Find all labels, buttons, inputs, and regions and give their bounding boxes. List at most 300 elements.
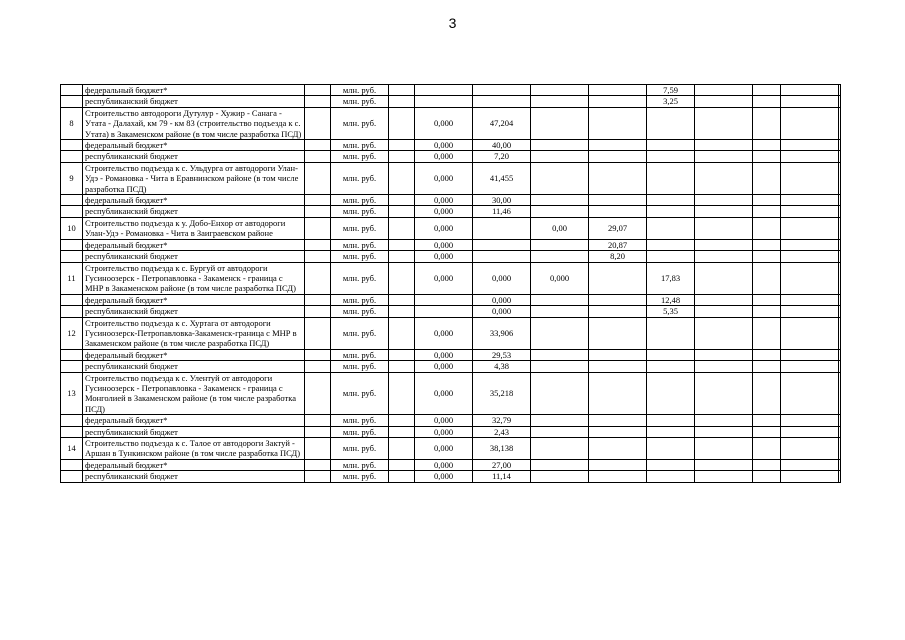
value-cell: 0,000 <box>415 317 473 349</box>
value-cell <box>781 471 839 482</box>
row-unit: млн. руб. <box>331 415 389 426</box>
value-cell: 0,000 <box>415 349 473 360</box>
value-cell <box>753 85 781 96</box>
value-cell <box>781 96 839 107</box>
value-cell <box>781 317 839 349</box>
value-cell <box>781 372 839 415</box>
value-cell <box>753 107 781 139</box>
value-cell <box>647 217 695 239</box>
value-cell <box>389 239 415 250</box>
value-cell <box>753 162 781 194</box>
value-cell <box>695 361 753 372</box>
value-cell <box>781 251 839 262</box>
row-unit: млн. руб. <box>331 426 389 437</box>
row-name: Строительство подъезда к с. Талое от автодороги Зактуй - Аршан в Тункинском районе (в том числе разработка ПСД) <box>83 438 305 460</box>
value-cell <box>531 349 589 360</box>
value-cell <box>531 206 589 217</box>
blank-cell <box>305 251 331 262</box>
value-cell <box>753 239 781 250</box>
row-name: федеральный бюджет* <box>83 140 305 151</box>
row-number: 13 <box>61 372 83 415</box>
value-cell: 32,79 <box>473 415 531 426</box>
value-cell <box>531 459 589 470</box>
value-cell <box>647 140 695 151</box>
value-cell <box>695 426 753 437</box>
value-cell <box>695 151 753 162</box>
table-row-sub <box>61 239 841 250</box>
value-cell <box>589 162 647 194</box>
value-cell: 38,138 <box>473 438 531 460</box>
row-unit: млн. руб. <box>331 294 389 305</box>
value-cell <box>753 426 781 437</box>
row-unit: млн. руб. <box>331 151 389 162</box>
value-cell <box>473 217 531 239</box>
table-row-sub <box>61 85 841 96</box>
row-unit: млн. руб. <box>331 471 389 482</box>
row-name: Строительство автодороги Дутулур - Хужир - Санага - Утата - Далахай, км 79 - км 83 (строительство подъезда к с. Утата) в Закаменском районе (в том числе разработка ПСД) <box>83 107 305 139</box>
value-cell <box>753 471 781 482</box>
table-row-sub <box>61 151 841 162</box>
value-cell: 17,83 <box>647 262 695 294</box>
value-cell <box>695 140 753 151</box>
value-cell: 0,000 <box>415 239 473 250</box>
row-number <box>61 85 83 96</box>
value-cell <box>473 251 531 262</box>
value-cell: 33,906 <box>473 317 531 349</box>
value-cell <box>753 294 781 305</box>
value-cell <box>781 107 839 139</box>
value-cell <box>781 239 839 250</box>
blank-cell <box>305 195 331 206</box>
value-cell <box>781 162 839 194</box>
value-cell <box>839 349 841 360</box>
value-cell <box>531 107 589 139</box>
value-cell <box>695 107 753 139</box>
value-cell <box>647 471 695 482</box>
value-cell <box>389 438 415 460</box>
value-cell <box>781 306 839 317</box>
value-cell <box>531 306 589 317</box>
value-cell <box>695 294 753 305</box>
row-name: республиканский бюджет <box>83 306 305 317</box>
value-cell <box>695 262 753 294</box>
row-name: республиканский бюджет <box>83 361 305 372</box>
value-cell: 0,000 <box>415 471 473 482</box>
value-cell <box>531 239 589 250</box>
value-cell <box>589 361 647 372</box>
value-cell <box>473 85 531 96</box>
blank-cell <box>305 415 331 426</box>
value-cell <box>753 140 781 151</box>
value-cell <box>781 262 839 294</box>
value-cell <box>839 306 841 317</box>
value-cell <box>647 415 695 426</box>
value-cell <box>389 140 415 151</box>
value-cell <box>695 162 753 194</box>
blank-cell <box>305 294 331 305</box>
value-cell <box>839 107 841 139</box>
value-cell: 7,20 <box>473 151 531 162</box>
table-row-item <box>61 262 841 294</box>
blank-cell <box>305 426 331 437</box>
value-cell <box>839 96 841 107</box>
value-cell: 8,20 <box>589 251 647 262</box>
value-cell <box>589 294 647 305</box>
row-unit: млн. руб. <box>331 372 389 415</box>
value-cell: 0,000 <box>415 438 473 460</box>
value-cell <box>531 96 589 107</box>
value-cell <box>647 195 695 206</box>
value-cell <box>531 162 589 194</box>
value-cell <box>647 162 695 194</box>
value-cell <box>647 372 695 415</box>
value-cell <box>589 306 647 317</box>
value-cell: 27,00 <box>473 459 531 470</box>
value-cell <box>839 426 841 437</box>
value-cell <box>695 317 753 349</box>
blank-cell <box>305 162 331 194</box>
row-unit: млн. руб. <box>331 251 389 262</box>
page-number: 3 <box>448 15 457 31</box>
value-cell: 20,87 <box>589 239 647 250</box>
value-cell <box>389 107 415 139</box>
value-cell: 41,455 <box>473 162 531 194</box>
row-name: республиканский бюджет <box>83 426 305 437</box>
value-cell <box>781 415 839 426</box>
value-cell <box>589 262 647 294</box>
value-cell: 0,000 <box>415 372 473 415</box>
value-cell <box>753 206 781 217</box>
row-number <box>61 459 83 470</box>
value-cell <box>531 85 589 96</box>
value-cell: 3,25 <box>647 96 695 107</box>
value-cell <box>389 294 415 305</box>
value-cell <box>389 361 415 372</box>
value-cell <box>389 426 415 437</box>
value-cell <box>839 85 841 96</box>
value-cell: 35,218 <box>473 372 531 415</box>
row-name: федеральный бюджет* <box>83 239 305 250</box>
value-cell <box>753 372 781 415</box>
value-cell <box>589 471 647 482</box>
value-cell <box>695 415 753 426</box>
value-cell <box>753 262 781 294</box>
value-cell <box>389 206 415 217</box>
row-name: Строительство подъезда к с. Улентуй от автодороги Гусиноозерск - Петропавловка - Закаменск - граница с Монголией в Закаменском районе (в том числе разработка ПСД) <box>83 372 305 415</box>
value-cell <box>589 195 647 206</box>
value-cell <box>753 317 781 349</box>
table-row-item <box>61 107 841 139</box>
value-cell <box>589 151 647 162</box>
value-cell <box>389 415 415 426</box>
value-cell <box>531 426 589 437</box>
blank-cell <box>305 306 331 317</box>
value-cell <box>647 317 695 349</box>
table-body <box>61 85 841 483</box>
value-cell <box>589 206 647 217</box>
value-cell <box>781 294 839 305</box>
value-cell <box>753 151 781 162</box>
value-cell <box>839 206 841 217</box>
row-unit: млн. руб. <box>331 317 389 349</box>
row-unit: млн. руб. <box>331 140 389 151</box>
row-name: федеральный бюджет* <box>83 459 305 470</box>
value-cell <box>531 140 589 151</box>
value-cell: 0,000 <box>415 251 473 262</box>
value-cell <box>647 251 695 262</box>
value-cell <box>839 415 841 426</box>
blank-cell <box>305 206 331 217</box>
value-cell <box>695 239 753 250</box>
blank-cell <box>305 217 331 239</box>
blank-cell <box>305 438 331 460</box>
value-cell: 0,00 <box>531 217 589 239</box>
value-cell <box>589 438 647 460</box>
value-cell <box>389 195 415 206</box>
value-cell <box>389 96 415 107</box>
value-cell <box>753 349 781 360</box>
blank-cell <box>305 361 331 372</box>
value-cell <box>389 471 415 482</box>
row-number <box>61 96 83 107</box>
value-cell: 12,48 <box>647 294 695 305</box>
value-cell <box>695 96 753 107</box>
row-number: 12 <box>61 317 83 349</box>
value-cell: 0,000 <box>415 415 473 426</box>
row-name: Строительство подъезда к с. Бургуй от автодороги Гусиноозерск - Петропавловка - Закаменск - граница с МНР в Закаменском районе (в том числе разработка ПСД) <box>83 262 305 294</box>
row-name: Строительство подъезда к с. Ульдурга от автодороги Улан-Удэ - Романовка - Чита в Еравнинском районе (в том числе разработка ПСД) <box>83 162 305 194</box>
row-name: федеральный бюджет* <box>83 195 305 206</box>
blank-cell <box>305 85 331 96</box>
row-unit: млн. руб. <box>331 206 389 217</box>
row-number <box>61 306 83 317</box>
blank-cell <box>305 471 331 482</box>
value-cell <box>839 239 841 250</box>
value-cell <box>695 471 753 482</box>
table-row-sub <box>61 251 841 262</box>
value-cell <box>589 349 647 360</box>
table-row-sub <box>61 96 841 107</box>
value-cell <box>531 251 589 262</box>
value-cell: 0,000 <box>473 262 531 294</box>
row-unit: млн. руб. <box>331 239 389 250</box>
blank-cell <box>305 96 331 107</box>
blank-cell <box>305 262 331 294</box>
value-cell <box>647 438 695 460</box>
row-unit: млн. руб. <box>331 107 389 139</box>
table-row-sub <box>61 206 841 217</box>
table-row-sub <box>61 349 841 360</box>
value-cell <box>647 426 695 437</box>
value-cell <box>753 251 781 262</box>
table-row-sub <box>61 471 841 482</box>
row-number: 9 <box>61 162 83 194</box>
value-cell: 11,14 <box>473 471 531 482</box>
value-cell <box>589 372 647 415</box>
row-number <box>61 361 83 372</box>
value-cell: 29,53 <box>473 349 531 360</box>
value-cell <box>781 140 839 151</box>
value-cell <box>695 206 753 217</box>
value-cell <box>753 361 781 372</box>
value-cell <box>589 140 647 151</box>
value-cell <box>781 426 839 437</box>
value-cell: 0,000 <box>415 151 473 162</box>
value-cell <box>753 96 781 107</box>
value-cell <box>753 306 781 317</box>
value-cell <box>781 459 839 470</box>
row-number: 10 <box>61 217 83 239</box>
table-row-item <box>61 317 841 349</box>
value-cell: 4,38 <box>473 361 531 372</box>
value-cell <box>695 349 753 360</box>
row-name: Строительство подъезда к с. Хуртага от автодороги Гусиноозерск-Петропавловка-Закаменск-граница с МНР в Закаменском районе (в том числе разработка ПСД) <box>83 317 305 349</box>
value-cell <box>589 96 647 107</box>
value-cell: 40,00 <box>473 140 531 151</box>
value-cell <box>781 217 839 239</box>
table-row-item <box>61 217 841 239</box>
row-name: республиканский бюджет <box>83 251 305 262</box>
value-cell <box>695 438 753 460</box>
value-cell <box>781 195 839 206</box>
value-cell <box>389 151 415 162</box>
value-cell <box>647 459 695 470</box>
blank-cell <box>305 140 331 151</box>
value-cell <box>781 349 839 360</box>
table-row-item <box>61 438 841 460</box>
value-cell <box>531 372 589 415</box>
row-name: республиканский бюджет <box>83 96 305 107</box>
value-cell <box>531 317 589 349</box>
value-cell <box>589 317 647 349</box>
value-cell: 5,35 <box>647 306 695 317</box>
table-row-sub <box>61 415 841 426</box>
value-cell <box>839 471 841 482</box>
value-cell <box>781 85 839 96</box>
row-unit: млн. руб. <box>331 96 389 107</box>
table-row-sub <box>61 306 841 317</box>
value-cell <box>839 294 841 305</box>
value-cell <box>589 107 647 139</box>
value-cell: 0,000 <box>415 107 473 139</box>
row-number <box>61 251 83 262</box>
row-unit: млн. руб. <box>331 217 389 239</box>
value-cell: 0,000 <box>473 306 531 317</box>
value-cell <box>589 415 647 426</box>
value-cell <box>695 459 753 470</box>
value-cell: 0,000 <box>415 217 473 239</box>
value-cell <box>695 251 753 262</box>
value-cell <box>389 306 415 317</box>
value-cell <box>589 426 647 437</box>
row-name: федеральный бюджет* <box>83 349 305 360</box>
value-cell <box>839 217 841 239</box>
value-cell: 11,46 <box>473 206 531 217</box>
value-cell <box>781 206 839 217</box>
value-cell <box>839 251 841 262</box>
row-unit: млн. руб. <box>331 85 389 96</box>
table-row-sub <box>61 361 841 372</box>
row-number <box>61 151 83 162</box>
value-cell <box>695 85 753 96</box>
value-cell: 0,000 <box>415 195 473 206</box>
table-row-sub <box>61 294 841 305</box>
value-cell <box>389 162 415 194</box>
value-cell <box>415 306 473 317</box>
row-number <box>61 294 83 305</box>
value-cell <box>389 262 415 294</box>
value-cell <box>389 317 415 349</box>
value-cell: 0,000 <box>415 426 473 437</box>
row-number <box>61 140 83 151</box>
blank-cell <box>305 151 331 162</box>
value-cell <box>839 317 841 349</box>
value-cell <box>839 151 841 162</box>
value-cell <box>389 349 415 360</box>
row-name: федеральный бюджет* <box>83 294 305 305</box>
table-row-sub <box>61 140 841 151</box>
table-row-sub <box>61 426 841 437</box>
budget-table <box>60 84 841 483</box>
value-cell <box>531 195 589 206</box>
row-unit: млн. руб. <box>331 438 389 460</box>
value-cell <box>415 96 473 107</box>
blank-cell <box>305 372 331 415</box>
value-cell: 2,43 <box>473 426 531 437</box>
value-cell <box>695 217 753 239</box>
value-cell: 29,07 <box>589 217 647 239</box>
value-cell: 0,000 <box>415 361 473 372</box>
row-number <box>61 195 83 206</box>
row-number <box>61 471 83 482</box>
value-cell <box>531 415 589 426</box>
value-cell <box>647 239 695 250</box>
value-cell <box>473 96 531 107</box>
value-cell <box>839 262 841 294</box>
value-cell: 0,000 <box>531 262 589 294</box>
value-cell <box>589 459 647 470</box>
row-unit: млн. руб. <box>331 306 389 317</box>
row-unit: млн. руб. <box>331 262 389 294</box>
value-cell: 0,000 <box>473 294 531 305</box>
value-cell <box>389 251 415 262</box>
row-unit: млн. руб. <box>331 195 389 206</box>
value-cell <box>695 306 753 317</box>
value-cell <box>473 239 531 250</box>
value-cell <box>389 459 415 470</box>
row-name: республиканский бюджет <box>83 471 305 482</box>
value-cell <box>781 361 839 372</box>
row-number <box>61 426 83 437</box>
value-cell <box>531 471 589 482</box>
row-name: республиканский бюджет <box>83 206 305 217</box>
value-cell <box>695 195 753 206</box>
row-name: федеральный бюджет* <box>83 415 305 426</box>
row-unit: млн. руб. <box>331 349 389 360</box>
value-cell <box>531 438 589 460</box>
value-cell <box>839 361 841 372</box>
value-cell <box>415 85 473 96</box>
table-row-sub <box>61 195 841 206</box>
blank-cell <box>305 349 331 360</box>
value-cell <box>781 438 839 460</box>
value-cell <box>695 372 753 415</box>
blank-cell <box>305 239 331 250</box>
row-name: федеральный бюджет* <box>83 85 305 96</box>
value-cell <box>839 140 841 151</box>
blank-cell <box>305 107 331 139</box>
row-unit: млн. руб. <box>331 459 389 470</box>
